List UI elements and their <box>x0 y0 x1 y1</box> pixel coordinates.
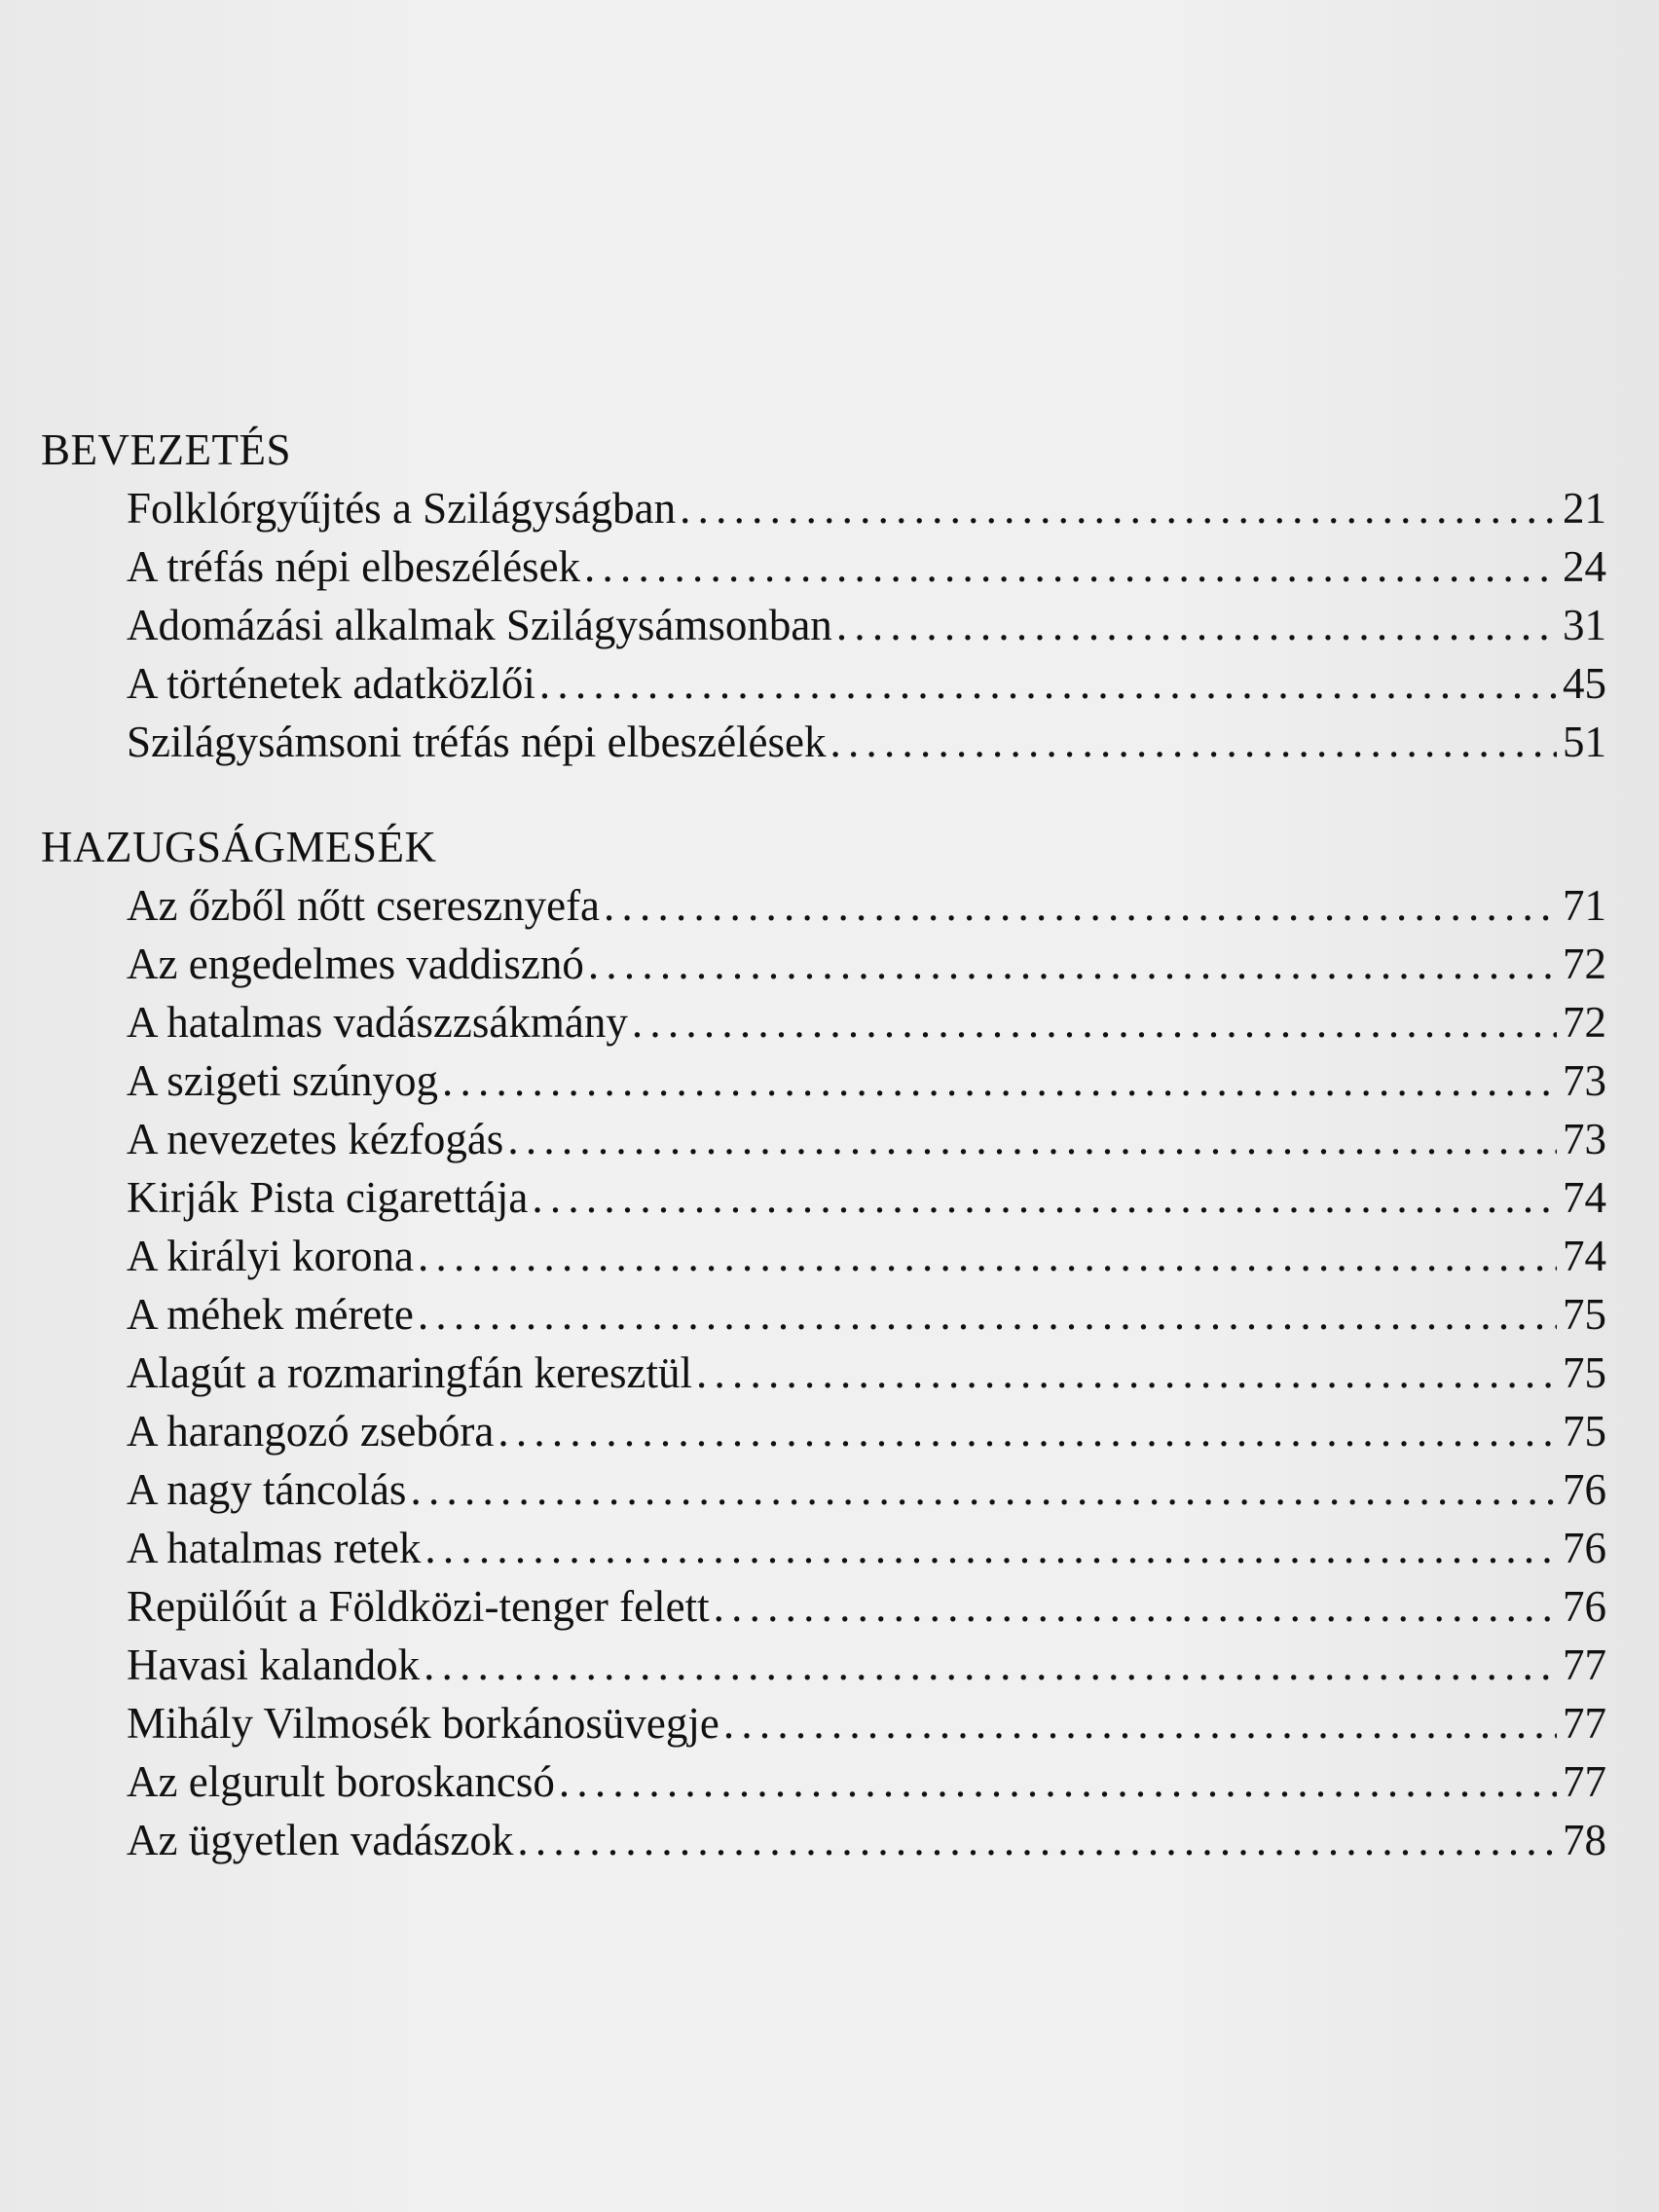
entry-page-number: 21 <box>1563 484 1606 533</box>
toc-entry <box>41 935 1606 993</box>
entry-page-number: 77 <box>1563 1699 1606 1748</box>
toc-entry <box>41 1519 1606 1577</box>
entry-page-number: 78 <box>1563 1816 1606 1864</box>
entry-page-number: 72 <box>1563 940 1606 988</box>
entry-page-number: 76 <box>1563 1582 1606 1631</box>
entry-page-number: 75 <box>1563 1407 1606 1456</box>
toc-entry <box>41 1110 1606 1168</box>
entry-title: Adomázási alkalmak Szilágysámsonban <box>127 601 832 649</box>
dot-leader <box>517 1811 1557 1869</box>
toc-entry <box>41 1168 1606 1227</box>
toc-entry <box>41 993 1606 1051</box>
toc-entry <box>41 1752 1606 1811</box>
entry-page-number: 75 <box>1563 1348 1606 1397</box>
dot-leader <box>418 1227 1557 1285</box>
entry-page-number: 72 <box>1563 998 1606 1047</box>
entry-title: Az őzből nőtt cseresznyefa <box>127 881 601 930</box>
entry-title: Repülőút a Földközi-tenger felett <box>127 1582 710 1631</box>
entry-title: A szigeti szúnyog <box>127 1056 438 1105</box>
entry-title: Havasi kalandok <box>127 1641 421 1689</box>
dot-leader <box>680 479 1557 537</box>
toc-entry <box>41 1285 1606 1344</box>
dot-leader <box>442 1051 1557 1110</box>
dot-leader <box>836 596 1557 654</box>
entry-page-number: 76 <box>1563 1465 1606 1514</box>
toc-entry <box>41 479 1606 537</box>
entry-title: A történetek adatközlői <box>127 659 535 708</box>
entry-page-number: 24 <box>1563 542 1606 591</box>
toc-entry <box>41 1227 1606 1285</box>
dot-leader <box>696 1344 1557 1402</box>
dot-leader <box>584 537 1557 596</box>
dot-leader <box>559 1752 1557 1811</box>
toc-entry <box>41 1636 1606 1694</box>
entry-page-number: 71 <box>1563 881 1606 930</box>
entry-title: Szilágysámsoni tréfás népi elbeszélések <box>127 718 827 766</box>
entry-title: Mihály Vilmosék borkánosüvegje <box>127 1699 719 1748</box>
entry-page-number: 45 <box>1563 659 1606 708</box>
toc-entry <box>41 654 1606 713</box>
dot-leader <box>532 1168 1557 1227</box>
toc-entry <box>41 1577 1606 1636</box>
entry-title: A tréfás népi elbeszélések <box>127 542 581 591</box>
dot-leader <box>418 1285 1557 1344</box>
entry-page-number: 51 <box>1563 718 1606 766</box>
entry-page-number: 76 <box>1563 1524 1606 1572</box>
toc-section <box>41 818 1606 1869</box>
toc-entry <box>41 537 1606 596</box>
entry-page-number: 77 <box>1563 1641 1606 1689</box>
toc-entry <box>41 1051 1606 1110</box>
entry-title: Alagút a rozmaringfán keresztül <box>127 1348 693 1397</box>
dot-leader <box>424 1636 1557 1694</box>
dot-leader <box>723 1694 1557 1752</box>
dot-leader <box>498 1402 1557 1460</box>
dot-leader <box>830 713 1557 771</box>
entry-title: A nevezetes kézfogás <box>127 1115 504 1163</box>
entry-page-number: 73 <box>1563 1115 1606 1163</box>
entry-title: Az engedelmes vaddisznó <box>127 940 584 988</box>
entry-title: Kirják Pista cigarettája <box>127 1173 529 1222</box>
dot-leader <box>424 1519 1557 1577</box>
entry-page-number: 73 <box>1563 1056 1606 1105</box>
entry-title: A hatalmas vadászzsákmány <box>127 998 628 1047</box>
entry-title: Az elgurult boroskancsó <box>127 1757 555 1806</box>
toc-entry <box>41 1344 1606 1402</box>
entry-title: A hatalmas retek <box>127 1524 422 1572</box>
entry-title: A méhek mérete <box>127 1290 414 1339</box>
section-heading: BEVEZETÉS <box>41 425 291 474</box>
entry-page-number: 31 <box>1563 601 1606 649</box>
dot-leader <box>632 993 1557 1051</box>
toc-entry <box>41 876 1606 935</box>
dot-leader <box>604 876 1557 935</box>
toc-entry <box>41 1460 1606 1519</box>
toc-entry <box>41 596 1606 654</box>
entry-page-number: 77 <box>1563 1757 1606 1806</box>
entry-title: A királyi korona <box>127 1232 414 1280</box>
dot-leader <box>410 1460 1557 1519</box>
entry-title: A harangozó zsebóra <box>127 1407 495 1456</box>
toc-entry <box>41 713 1606 771</box>
dot-leader <box>714 1577 1557 1636</box>
toc-entry <box>41 1402 1606 1460</box>
section-heading: HAZUGSÁGMESÉK <box>41 823 437 871</box>
entry-title: Folklórgyűjtés a Szilágyságban <box>127 484 677 533</box>
dot-leader <box>588 935 1557 993</box>
toc-entry <box>41 1811 1606 1869</box>
dot-leader <box>539 654 1557 713</box>
toc-section <box>41 421 1606 771</box>
entry-page-number: 75 <box>1563 1290 1606 1339</box>
entry-title: Az ügyetlen vadászok <box>127 1816 514 1864</box>
table-of-contents <box>41 421 1606 1869</box>
toc-entry-list <box>41 876 1606 1869</box>
toc-entry-list <box>41 479 1606 771</box>
entry-page-number: 74 <box>1563 1232 1606 1280</box>
entry-title: A nagy táncolás <box>127 1465 407 1514</box>
dot-leader <box>507 1110 1557 1168</box>
entry-page-number: 74 <box>1563 1173 1606 1222</box>
toc-entry <box>41 1694 1606 1752</box>
